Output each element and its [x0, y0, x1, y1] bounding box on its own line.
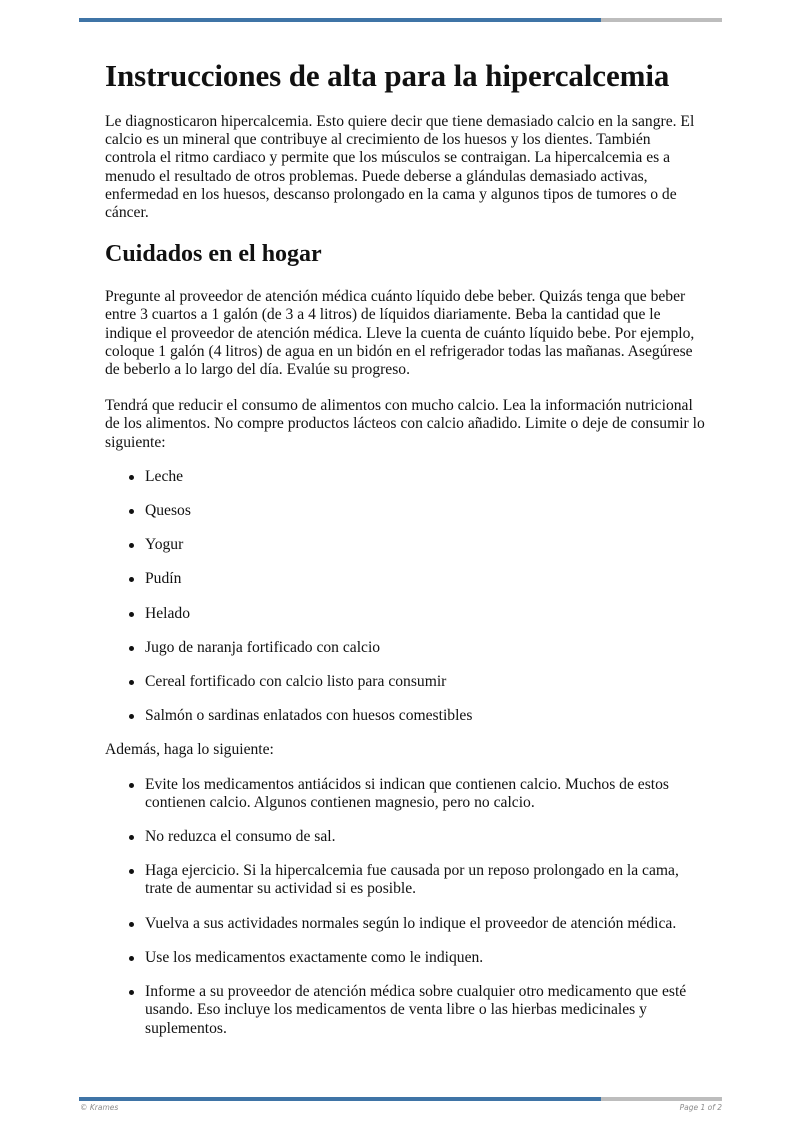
- list-item: Informe a su proveedor de atención médica sobre cualquier otro medicamento que esté usando. Eso incluye los medicamentos de venta libre o las hierbas medicinales y suplementos.: [105, 983, 705, 1038]
- bullet-icon: [129, 835, 134, 840]
- bullet-icon: [129, 612, 134, 617]
- section-heading-home-care: Cuidados en el hogar: [105, 241, 322, 268]
- list-item: Jugo de naranja fortificado con calcio: [105, 639, 705, 657]
- list-item: Yogur: [105, 536, 705, 554]
- instructions-list: [105, 776, 705, 1038]
- bullet-icon: [129, 577, 134, 582]
- list-item: Quesos: [105, 502, 705, 520]
- bullet-icon: [129, 990, 134, 995]
- bullet-icon: [129, 680, 134, 685]
- list-item: No reduzca el consumo de sal.: [105, 828, 705, 846]
- bullet-icon: [129, 543, 134, 548]
- fluids-paragraph: Pregunte al proveedor de atención médica cuánto líquido debe beber. Quizás tenga que beber entre 3 cuartos a 1 galón (de 3 a 4 litros) de líquidos diariamente. Beba la cantidad que le indique el proveedor de atención médica. Lleve la cuenta de cuánto líquido bebe. Por ejemplo, coloque 1 galón (4 litros) de agua en un bidón en el refrigerador todas las mañanas. Asegúrese de beberlo a lo largo del día. Evalúe su progreso.: [105, 288, 695, 379]
- bullet-icon: [129, 646, 134, 651]
- list-item: Cereal fortificado con calcio listo para consumir: [105, 673, 705, 691]
- bullet-icon: [129, 475, 134, 480]
- footer-rule: [79, 1097, 722, 1101]
- list-item: Salmón o sardinas enlatados con huesos comestibles: [105, 707, 705, 725]
- footer-rule-primary: [79, 1097, 601, 1101]
- list-item: Use los medicamentos exactamente como le indiquen.: [105, 949, 705, 967]
- footer-rule-secondary: [601, 1097, 722, 1101]
- list-item: Pudín: [105, 570, 705, 588]
- foods-list: [105, 468, 705, 726]
- list-item: Haga ejercicio. Si la hipercalcemia fue causada por un reposo prolongado en la cama, trate de aumentar su actividad si es posible.: [105, 862, 705, 898]
- header-rule: [79, 18, 722, 22]
- bullet-icon: [129, 869, 134, 874]
- copyright-text: © Krames: [80, 1103, 119, 1112]
- reduce-calcium-paragraph: Tendrá que reducir el consumo de alimentos con mucho calcio. Lea la información nutricional de los alimentos. No compre productos lácteos con calcio añadido. Limite o deje de consumir lo siguiente:: [105, 397, 705, 451]
- bullet-icon: [129, 922, 134, 927]
- bullet-icon: [129, 509, 134, 514]
- list-item: Leche: [105, 468, 705, 486]
- intro-paragraph: Le diagnosticaron hipercalcemia. Esto quiere decir que tiene demasiado calcio en la sangre. El calcio es un mineral que contribuye al crecimiento de los huesos y los dientes. También controla el ritmo cardiaco y permite que los músculos se contraigan. La hipercalcemia es a menudo el resultado de otros problemas. Puede deberse a glándulas demasiado activas, enfermedad en los huesos, descanso prolongado en la cama y algunos tipos de tumores o de cáncer.: [105, 113, 695, 222]
- header-rule-secondary: [601, 18, 722, 22]
- list-item: Vuelva a sus actividades normales según lo indique el proveedor de atención médica.: [105, 915, 705, 933]
- list-item: Helado: [105, 605, 705, 623]
- also-do-paragraph: Además, haga lo siguiente:: [105, 741, 274, 759]
- bullet-icon: [129, 956, 134, 961]
- bullet-icon: [129, 714, 134, 719]
- bullet-icon: [129, 783, 134, 788]
- list-item: Evite los medicamentos antiácidos si indican que contienen calcio. Muchos de estos contienen calcio. Algunos contienen magnesio, pero no calcio.: [105, 776, 705, 812]
- document-body: [105, 56, 705, 1038]
- page-number: Page 1 of 2: [679, 1103, 722, 1112]
- page-title: Instrucciones de alta para la hipercalcemia: [105, 58, 670, 93]
- header-rule-primary: [79, 18, 601, 22]
